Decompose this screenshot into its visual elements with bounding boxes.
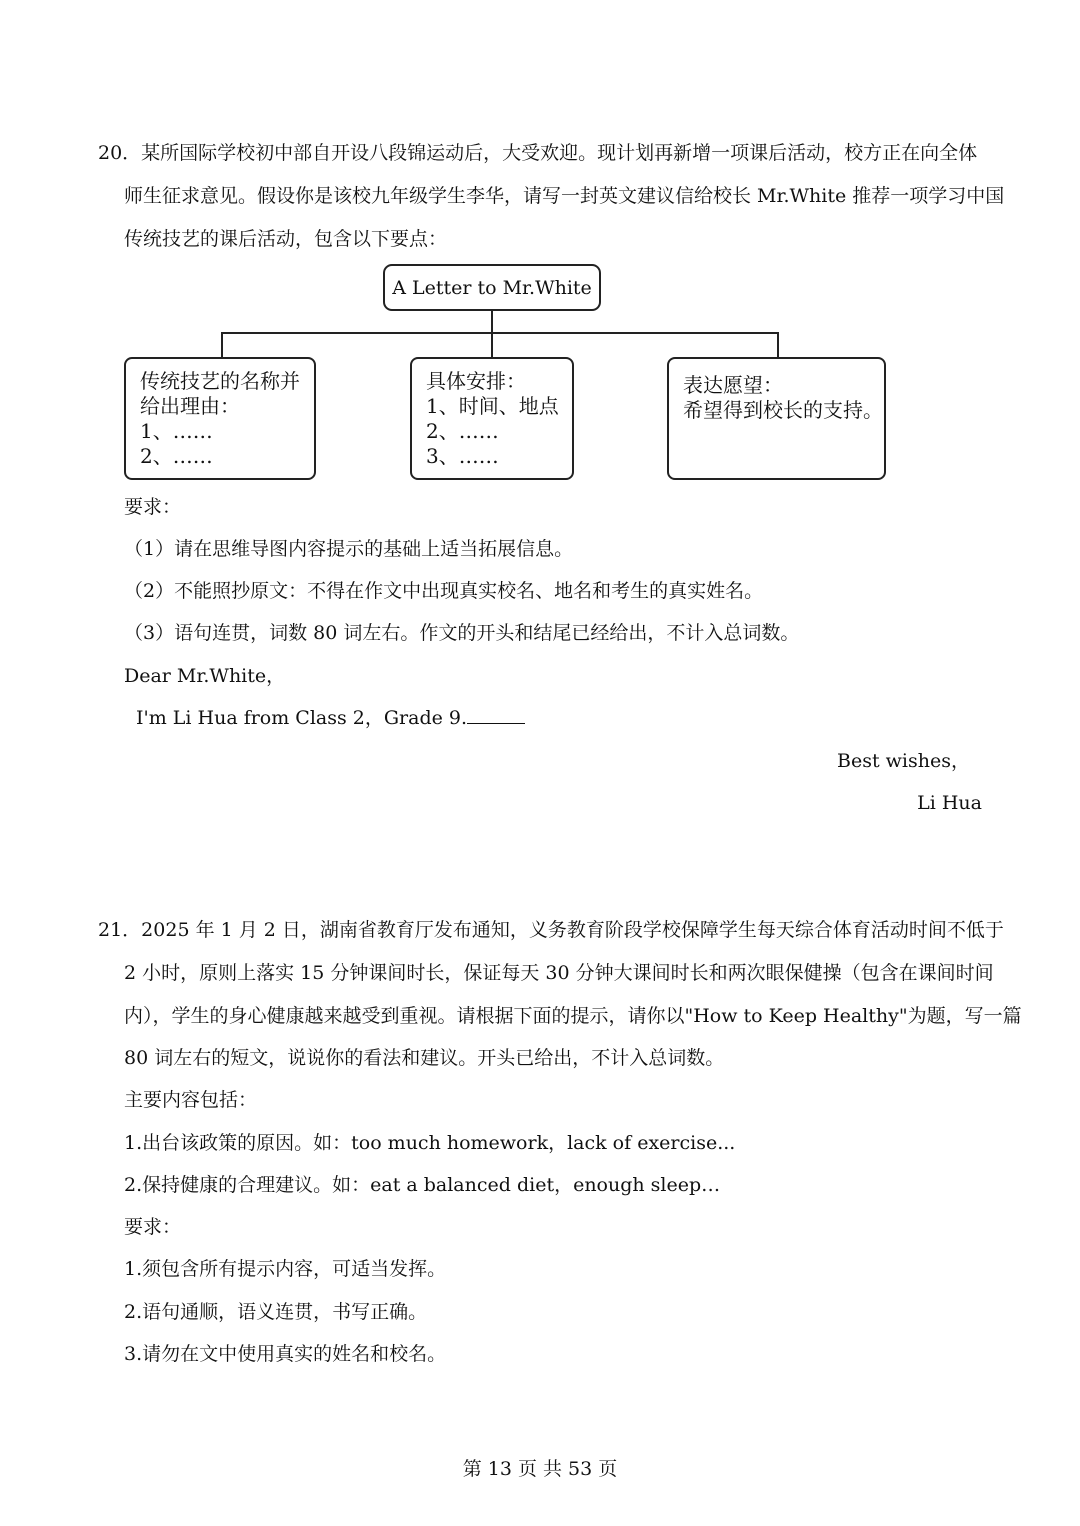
q20-line-3: 传统技艺的课后活动，包含以下要点：: [124, 228, 448, 250]
mindmap-root-box: [383, 264, 601, 311]
q21-requirement-2: 2.语句通顺，语义连贯，书写正确。: [124, 1301, 428, 1323]
q20-requirement-2: （2）不能照抄原文：不得在作文中出现真实校名、地名和考生的真实姓名。: [124, 580, 764, 602]
letter-closing: Best wishes，: [837, 750, 970, 772]
middle-line-4: 3、……: [426, 444, 499, 468]
mindmap-box-right: [667, 357, 886, 480]
connector-left: [221, 332, 223, 358]
letter-opening: I'm Li Hua from Class 2，Grade 9.: [136, 707, 468, 729]
q21-content-item-1: 1.出台该政策的原因。如：too much homework，lack of exercise...: [124, 1132, 736, 1154]
q21-line-3: 内），学生的身心健康越来越受到重视。请根据下面的提示，请你以"How to Keep Healthy"为题，写一篇: [124, 1005, 1022, 1027]
left-line-2: 给出理由：: [140, 394, 240, 418]
connector-horizontal: [221, 332, 779, 334]
q21-content-item-2: 2.保持健康的合理建议。如：eat a balanced diet，enough sleep…: [124, 1174, 721, 1196]
q21-line-1: 21．2025 年 1 月 2 日，湖南省教育厅发布通知，义务教育阶段学校保障学生每天综合体育活动时间不低于: [98, 919, 1004, 941]
q21-content-title: 主要内容包括：: [124, 1089, 258, 1111]
middle-line-3: 2、……: [426, 419, 499, 443]
answer-blank: [467, 705, 525, 724]
q21-requirement-3: 3.请勿在文中使用真实的姓名和校名。: [124, 1343, 447, 1365]
q21-requirement-1: 1.须包含所有提示内容，可适当发挥。: [124, 1258, 447, 1280]
letter-opening-line: [136, 705, 525, 731]
letter-salutation: Dear Mr.White，: [124, 665, 286, 687]
left-line-4: 2、……: [140, 444, 213, 468]
mindmap-box-left: [124, 357, 316, 480]
q20-line-1: 20．某所国际学校初中部自开设八段锦运动后，大受欢迎。现计划再新增一项课后活动，校方正在向全体: [98, 142, 978, 164]
mindmap-box-middle: [410, 357, 574, 480]
right-line-2: 希望得到校长的支持。: [683, 398, 883, 422]
mindmap-root-title: A Letter to Mr.White: [392, 277, 592, 299]
left-line-3: 1、……: [140, 419, 213, 443]
letter-signature: Li Hua: [917, 792, 982, 814]
middle-line-1: 具体安排：: [426, 369, 526, 393]
q20-requirement-3: （3）语句连贯，词数 80 词左右。作文的开头和结尾已经给出，不计入总词数。: [124, 622, 800, 644]
right-line-1: 表达愿望：: [683, 373, 783, 397]
middle-line-2: 1、时间、地点: [426, 394, 559, 418]
page-footer: 第 13 页 共 53 页: [462, 1458, 618, 1480]
connector-root-down: [491, 311, 493, 333]
connector-middle: [491, 332, 493, 358]
connector-right: [777, 332, 779, 358]
q20-requirements-title: 要求：: [124, 496, 182, 518]
q21-line-4: 80 词左右的短文，说说你的看法和建议。开头已给出，不计入总词数。: [124, 1047, 725, 1069]
q20-requirement-1: （1）请在思维导图内容提示的基础上适当拓展信息。: [124, 538, 574, 560]
q21-requirements-title: 要求：: [124, 1216, 182, 1238]
left-line-1: 传统技艺的名称并: [140, 369, 300, 393]
q20-line-2: 师生征求意见。假设你是该校九年级学生李华，请写一封英文建议信给校长 Mr.White 推荐一项学习中国: [124, 185, 1005, 207]
q21-line-2: 2 小时，原则上落实 15 分钟课间时长，保证每天 30 分钟大课间时长和两次眼保健操（包含在课间时间: [124, 962, 994, 984]
